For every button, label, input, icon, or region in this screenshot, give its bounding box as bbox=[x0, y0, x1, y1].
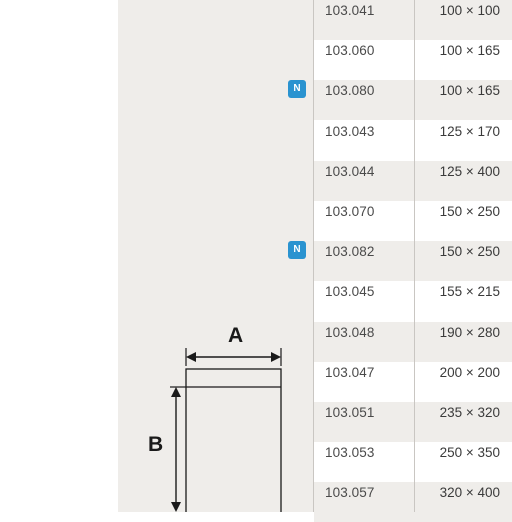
new-badge: N bbox=[288, 80, 306, 98]
article-code: 103.080 bbox=[325, 83, 375, 99]
bag-size: 150 × 250 bbox=[439, 244, 500, 260]
dimension-a-arrow-left bbox=[186, 352, 196, 362]
article-code: 103.043 bbox=[325, 123, 375, 139]
dimension-b-arrow-top bbox=[171, 387, 181, 397]
bag-size: 235 × 320 bbox=[439, 405, 500, 420]
dimension-b-label: B bbox=[148, 433, 164, 456]
new-badge: N bbox=[288, 241, 306, 259]
bag-size: 250 × 350 bbox=[439, 445, 500, 461]
article-code: 103.048 bbox=[325, 324, 375, 340]
bag-size: 125 × 170 bbox=[439, 123, 500, 139]
bag-size: 200 × 200 bbox=[439, 364, 500, 380]
article-code: 103.053 bbox=[325, 445, 375, 461]
article-code: 103.044 bbox=[325, 163, 375, 179]
bag-outline bbox=[186, 369, 281, 512]
bag-size: 100 × 165 bbox=[439, 83, 500, 99]
bag-size: 155 × 215 bbox=[439, 284, 500, 300]
article-code: 103.070 bbox=[325, 204, 375, 219]
article-code: 103.045 bbox=[325, 284, 375, 300]
article-code: 103.060 bbox=[325, 43, 375, 59]
article-code: 103.082 bbox=[325, 244, 375, 260]
article-code: 103.051 bbox=[325, 405, 375, 420]
article-code: 103.047 bbox=[325, 364, 375, 380]
dimension-a-label: A bbox=[228, 324, 244, 347]
article-code: 103.041 bbox=[325, 3, 375, 18]
dimension-b-arrow-bottom bbox=[171, 502, 181, 512]
bag-size: 125 × 400 bbox=[439, 163, 500, 179]
dimension-a-arrow-right bbox=[271, 352, 281, 362]
bag-size: 100 × 165 bbox=[439, 43, 500, 59]
bag-size: 100 × 100 bbox=[439, 3, 500, 18]
article-code: 103.057 bbox=[325, 485, 375, 501]
bag-size: 320 × 400 bbox=[439, 485, 500, 501]
bag-size: 150 × 250 bbox=[439, 204, 500, 219]
bag-size: 190 × 280 bbox=[439, 324, 500, 340]
